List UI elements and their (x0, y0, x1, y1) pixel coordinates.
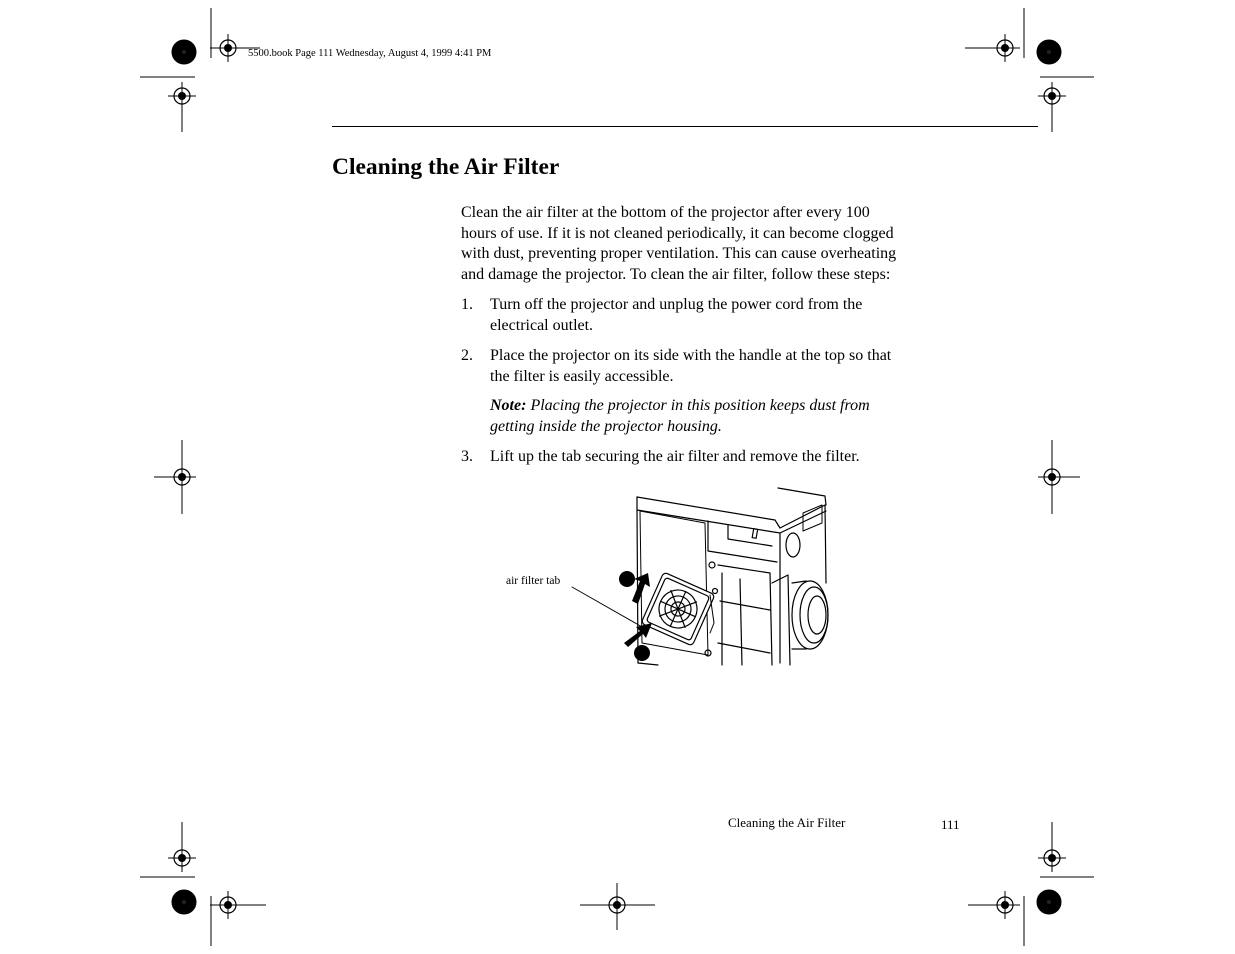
figure-callout-label: air filter tab (506, 575, 561, 587)
step-number: 3. (461, 448, 473, 465)
header-rule (332, 126, 1038, 127)
step-text: Place the projector on its side with the handle at the top so that the filter is easily accessible. (490, 347, 892, 385)
step-number: 1. (461, 296, 473, 313)
steps-list-continued (461, 447, 951, 468)
step-number: 2. (461, 347, 473, 364)
intro-paragraph: Clean the air filter at the bottom of the projector after every 100 hours of use. If it is not cleaned periodically, it can become clogged with dust, preventing proper ventilation. This can cause overheating and damage the projector. To clean the air filter, follow these steps: (461, 204, 897, 283)
step-text: Lift up the tab securing the air filter and remove the filter. (490, 448, 860, 465)
steps-list (461, 295, 951, 387)
projector-illustration (560, 483, 850, 668)
note-paragraph (461, 396, 951, 437)
note-text: Placing the projector in this position keeps dust from getting inside the projector housing. (490, 397, 870, 435)
section-title: Cleaning the Air Filter (332, 154, 560, 180)
book-file-info: 5500.book Page 111 Wednesday, August 4, 1999 4:41 PM (248, 48, 492, 59)
list-item (461, 346, 951, 387)
list-item (461, 447, 951, 468)
step-text: Turn off the projector and unplug the power cord from the electrical outlet. (490, 296, 863, 334)
footer-running-title: Cleaning the Air Filter (728, 815, 846, 830)
note-label: Note: (490, 397, 527, 414)
list-item (461, 295, 951, 336)
section-body (461, 203, 951, 468)
page-number: 111 (941, 817, 960, 832)
